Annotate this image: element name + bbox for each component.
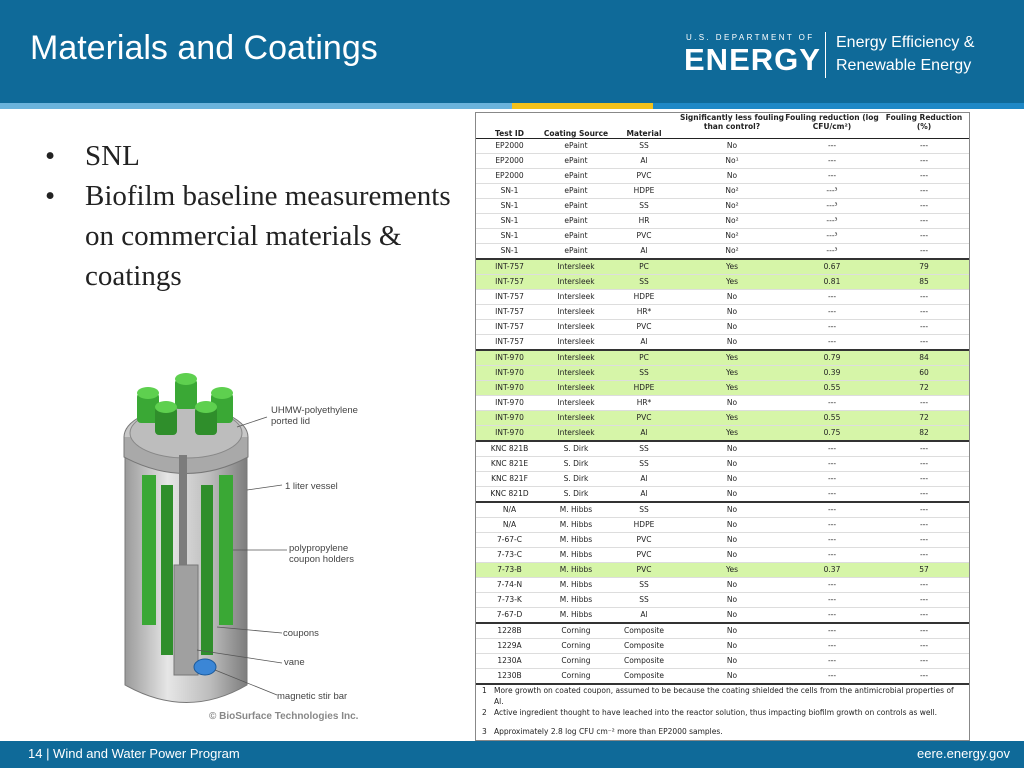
table-cell: Yes	[679, 275, 785, 290]
table-cell: ---	[879, 244, 969, 260]
table-cell: SN-1	[476, 214, 543, 229]
figure-label-stir-bar: magnetic stir bar	[277, 691, 348, 702]
page-title: Materials and Coatings	[30, 29, 378, 67]
table-cell: Yes	[679, 350, 785, 366]
table-cell: ---	[785, 290, 879, 305]
table-cell: HDPE	[609, 290, 679, 305]
table-cell: 85	[879, 275, 969, 290]
table-cell: PC	[609, 350, 679, 366]
table-cell: Yes	[679, 366, 785, 381]
table-cell: M. Hibbs	[543, 533, 609, 548]
table-cell: M. Hibbs	[543, 578, 609, 593]
table-cell: ePaint	[543, 154, 609, 169]
table-cell: No	[679, 169, 785, 184]
table-cell: 57	[879, 563, 969, 578]
table-row	[476, 502, 969, 518]
table-cell: 0.55	[785, 411, 879, 426]
table-cell: No	[679, 593, 785, 608]
table-cell: ---	[879, 396, 969, 411]
table-cell: SN-1	[476, 244, 543, 260]
table-cell: 72	[879, 411, 969, 426]
table-cell: ---	[879, 502, 969, 518]
table-cell: 60	[879, 366, 969, 381]
table-cell: HDPE	[609, 184, 679, 199]
table-cell: 7-73-K	[476, 593, 543, 608]
figure-label-coupon-holders: polypropylene coupon holders	[289, 543, 354, 565]
table-cell: No²	[679, 244, 785, 260]
table-row	[476, 290, 969, 305]
table-cell: ---	[879, 487, 969, 503]
table-cell: M. Hibbs	[543, 518, 609, 533]
table-cell: No	[679, 518, 785, 533]
table-cell: Al	[609, 487, 679, 503]
table-cell: Al	[609, 426, 679, 442]
table-cell: ---	[879, 669, 969, 685]
table-cell: S. Dirk	[543, 472, 609, 487]
figure-label-vane: vane	[284, 657, 305, 668]
table-cell: SS	[609, 578, 679, 593]
logo-divider	[825, 32, 826, 78]
table-cell: KNC 821B	[476, 441, 543, 457]
table-cell: ---	[879, 139, 969, 154]
table-cell: M. Hibbs	[543, 548, 609, 563]
table-cell: ---	[785, 169, 879, 184]
table-row	[476, 305, 969, 320]
table-row	[476, 426, 969, 442]
table-cell: HR	[609, 214, 679, 229]
figure-copyright: © BioSurface Technologies Inc.	[209, 711, 359, 722]
table-cell: No	[679, 502, 785, 518]
table-cell: Intersleek	[543, 335, 609, 351]
table-cell: 1229A	[476, 639, 543, 654]
footnote: 1 More growth on coated coupon, assumed to be because the coating shielded the cells from the antimicrobial properties of Al.	[482, 686, 954, 706]
table-row	[476, 366, 969, 381]
table-cell: HR*	[609, 396, 679, 411]
table-cell: S. Dirk	[543, 457, 609, 472]
footer-url: eere.energy.gov	[917, 746, 1010, 761]
table-cell: M. Hibbs	[543, 593, 609, 608]
table-cell: 7-67-D	[476, 608, 543, 624]
accent-bar-light	[0, 103, 512, 109]
table-cell: 0.79	[785, 350, 879, 366]
table-cell: PVC	[609, 169, 679, 184]
table-cell: ---	[879, 199, 969, 214]
table-cell: No²	[679, 184, 785, 199]
table-cell: 1230B	[476, 669, 543, 685]
table-row	[476, 139, 969, 154]
table-cell: Corning	[543, 623, 609, 639]
table-cell: No	[679, 548, 785, 563]
table-cell: ePaint	[543, 244, 609, 260]
table-cell: ---	[879, 290, 969, 305]
table-cell: Composite	[609, 654, 679, 669]
table-cell: Intersleek	[543, 381, 609, 396]
table-cell: ---	[785, 518, 879, 533]
table-cell: ---	[785, 593, 879, 608]
eere-line-2: Renewable Energy	[836, 57, 972, 74]
table-cell: Yes	[679, 426, 785, 442]
table-cell: Intersleek	[543, 320, 609, 335]
table-cell: No	[679, 608, 785, 624]
table-cell: Intersleek	[543, 426, 609, 442]
table-cell: ---	[785, 487, 879, 503]
table-cell: Intersleek	[543, 350, 609, 366]
table-cell: ---	[785, 139, 879, 154]
table-cell: 1230A	[476, 654, 543, 669]
reactor-diagram	[97, 365, 365, 733]
table-cell: No	[679, 472, 785, 487]
table-cell: SN-1	[476, 184, 543, 199]
table-cell: ---	[785, 548, 879, 563]
header-bar	[0, 0, 1024, 103]
table-cell: ---	[879, 305, 969, 320]
bullet-item	[25, 176, 465, 296]
table-cell: M. Hibbs	[543, 608, 609, 624]
table-cell: No	[679, 441, 785, 457]
table-cell: KNC 821F	[476, 472, 543, 487]
table-cell: 7-67-C	[476, 533, 543, 548]
table-cell: ---	[879, 608, 969, 624]
table-cell: INT-970	[476, 426, 543, 442]
table-cell: 84	[879, 350, 969, 366]
table-cell: ---	[785, 396, 879, 411]
table-cell: ---³	[785, 184, 879, 199]
table-cell: ---	[879, 639, 969, 654]
table-cell: SS	[609, 275, 679, 290]
column-header: Fouling Reduction (%)	[879, 113, 969, 139]
table-cell: No	[679, 139, 785, 154]
table-row	[476, 623, 969, 639]
table-cell: ---	[785, 533, 879, 548]
table-cell: Intersleek	[543, 275, 609, 290]
table-cell: Intersleek	[543, 259, 609, 275]
table-cell: INT-757	[476, 275, 543, 290]
table-cell: 0.75	[785, 426, 879, 442]
table-row	[476, 275, 969, 290]
table-cell: ---	[879, 654, 969, 669]
table-cell: INT-970	[476, 350, 543, 366]
table-cell: ---	[879, 548, 969, 563]
table-cell: ePaint	[543, 184, 609, 199]
table-cell: Composite	[609, 639, 679, 654]
table-row	[476, 669, 969, 685]
eere-line-1: Energy Efficiency &	[836, 34, 975, 51]
table-row	[476, 472, 969, 487]
table-cell: No	[679, 320, 785, 335]
table-cell: Al	[609, 244, 679, 260]
table-cell: N/A	[476, 502, 543, 518]
table-cell: ---	[785, 457, 879, 472]
table-cell: 72	[879, 381, 969, 396]
table-cell: SN-1	[476, 229, 543, 244]
table-cell: INT-757	[476, 259, 543, 275]
table-row	[476, 457, 969, 472]
table-cell: 1228B	[476, 623, 543, 639]
table-cell: Corning	[543, 654, 609, 669]
table-cell: 0.81	[785, 275, 879, 290]
table-cell: Yes	[679, 381, 785, 396]
table-cell: No²	[679, 214, 785, 229]
table-cell: ---³	[785, 199, 879, 214]
table-cell: ---	[785, 472, 879, 487]
table-cell: Al	[609, 472, 679, 487]
table-cell: EP2000	[476, 139, 543, 154]
bullet-list	[45, 136, 465, 296]
table-footnotes	[482, 685, 962, 737]
table-cell: No	[679, 654, 785, 669]
table-row	[476, 259, 969, 275]
table-cell: 0.55	[785, 381, 879, 396]
table-cell: No	[679, 623, 785, 639]
table-cell: ---	[785, 578, 879, 593]
table-cell: S. Dirk	[543, 441, 609, 457]
table-row	[476, 441, 969, 457]
column-header: Significantly less fouling than control?	[679, 113, 785, 139]
column-header: Material	[609, 113, 679, 139]
table-cell: ePaint	[543, 229, 609, 244]
table-cell: Intersleek	[543, 305, 609, 320]
table-cell: Corning	[543, 669, 609, 685]
table-cell: Yes	[679, 563, 785, 578]
table-cell: ---	[785, 669, 879, 685]
footnote: 2 Active ingredient thought to have leached into the reactor solution, thus impacting biofilm growth on controls as well.	[482, 708, 938, 717]
table-cell: No	[679, 396, 785, 411]
column-header: Coating Source	[543, 113, 609, 139]
table-cell: ---	[879, 457, 969, 472]
table-cell: SS	[609, 457, 679, 472]
footer-program: 14 | Wind and Water Power Program	[28, 746, 240, 761]
table-row	[476, 578, 969, 593]
bullet-item	[45, 136, 465, 176]
table-row	[476, 199, 969, 214]
table-cell: ---	[879, 533, 969, 548]
table-cell: No	[679, 533, 785, 548]
table-cell: EP2000	[476, 154, 543, 169]
table-row	[476, 214, 969, 229]
accent-bar-blue	[653, 103, 1024, 109]
table-row	[476, 563, 969, 578]
table-cell: INT-757	[476, 305, 543, 320]
table-cell: EP2000	[476, 169, 543, 184]
table-cell: No¹	[679, 154, 785, 169]
table-row	[476, 381, 969, 396]
table-row	[476, 533, 969, 548]
table-cell: Yes	[679, 259, 785, 275]
table-cell: PVC	[609, 320, 679, 335]
table-cell: ---	[879, 320, 969, 335]
table-row	[476, 608, 969, 624]
table-cell: ---	[785, 320, 879, 335]
doe-logo: ENERGY	[684, 42, 821, 77]
doe-logo-subtitle: U.S. DEPARTMENT OF	[686, 33, 815, 42]
table-row	[476, 487, 969, 503]
table-cell: HR*	[609, 305, 679, 320]
table-cell: ---	[785, 154, 879, 169]
table-row	[476, 244, 969, 260]
table-cell: INT-970	[476, 396, 543, 411]
table-cell: ePaint	[543, 199, 609, 214]
table-row	[476, 396, 969, 411]
table-cell: Corning	[543, 639, 609, 654]
figure-label-coupons: coupons	[283, 628, 319, 639]
table-cell: No	[679, 669, 785, 685]
column-header: Fouling reduction (log CFU/cm²)	[785, 113, 879, 139]
table-row	[476, 548, 969, 563]
table-row	[476, 169, 969, 184]
table-cell: ---	[879, 441, 969, 457]
table-cell: ---	[785, 335, 879, 351]
table-cell: Intersleek	[543, 366, 609, 381]
table-row	[476, 350, 969, 366]
table-cell: PC	[609, 259, 679, 275]
table-cell: ---³	[785, 229, 879, 244]
bullet-text: Biofilm baseline measurements on commercial materials & coatings	[85, 180, 451, 292]
table-cell: ---	[879, 154, 969, 169]
table-cell: SS	[609, 593, 679, 608]
table-row	[476, 335, 969, 351]
table-cell: No	[679, 290, 785, 305]
table-cell: No	[679, 639, 785, 654]
figure-label-vessel: 1 liter vessel	[285, 481, 338, 492]
table-cell: PVC	[609, 411, 679, 426]
table-row	[476, 411, 969, 426]
table-cell: No	[679, 578, 785, 593]
table-cell: SS	[609, 199, 679, 214]
table-cell: 7-73-C	[476, 548, 543, 563]
table-cell: ---	[879, 518, 969, 533]
table-cell: Al	[609, 335, 679, 351]
fouling-results-table	[475, 112, 970, 741]
accent-bar-yellow	[512, 103, 653, 109]
table-header-row	[476, 113, 969, 139]
table-cell: No²	[679, 199, 785, 214]
table-row	[476, 320, 969, 335]
table-cell: ---³	[785, 214, 879, 229]
footer-bar	[0, 741, 1024, 768]
table-cell: INT-970	[476, 411, 543, 426]
table-cell: 0.67	[785, 259, 879, 275]
table-cell: SS	[609, 502, 679, 518]
table-row	[476, 654, 969, 669]
table-cell: ---	[785, 441, 879, 457]
table-cell: ---	[785, 639, 879, 654]
bullet-dot: •	[45, 140, 56, 172]
table-row	[476, 184, 969, 199]
table-cell: ---	[879, 229, 969, 244]
table-cell: Composite	[609, 623, 679, 639]
table-cell: HDPE	[609, 381, 679, 396]
table-cell: 7-74-N	[476, 578, 543, 593]
table-cell: ---	[785, 502, 879, 518]
table-cell: ---	[879, 335, 969, 351]
table-cell: ---	[785, 305, 879, 320]
table-cell: No	[679, 335, 785, 351]
table-cell: ---	[879, 169, 969, 184]
table-cell: Intersleek	[543, 411, 609, 426]
table-cell: No	[679, 487, 785, 503]
table-cell: S. Dirk	[543, 487, 609, 503]
table-cell: Al	[609, 608, 679, 624]
table-cell: M. Hibbs	[543, 502, 609, 518]
table-cell: ---	[879, 214, 969, 229]
figure-label-lid: UHMW-polyethylene ported lid	[271, 405, 358, 427]
table-cell: 7-73-B	[476, 563, 543, 578]
table-cell: SS	[609, 139, 679, 154]
table-row	[476, 593, 969, 608]
table-cell: No	[679, 457, 785, 472]
table-cell: 79	[879, 259, 969, 275]
table-body	[476, 139, 969, 685]
table-cell: ---	[879, 184, 969, 199]
table-cell: PVC	[609, 563, 679, 578]
table-row	[476, 154, 969, 169]
table-cell: ---	[879, 593, 969, 608]
table-cell: 0.37	[785, 563, 879, 578]
table-cell: PVC	[609, 548, 679, 563]
table-row	[476, 518, 969, 533]
table-cell: No²	[679, 229, 785, 244]
table-cell: N/A	[476, 518, 543, 533]
table-row	[476, 639, 969, 654]
table-cell: PVC	[609, 533, 679, 548]
table-cell: M. Hibbs	[543, 563, 609, 578]
column-header: Test ID	[476, 113, 543, 139]
bullet-text: SNL	[85, 140, 140, 172]
table-cell: ePaint	[543, 169, 609, 184]
table-cell: ---	[879, 623, 969, 639]
table-cell: SS	[609, 441, 679, 457]
table-cell: ---	[879, 578, 969, 593]
table-cell: 82	[879, 426, 969, 442]
table-cell: SN-1	[476, 199, 543, 214]
table-cell: ---	[785, 608, 879, 624]
table-cell: KNC 821E	[476, 457, 543, 472]
table-cell: KNC 821D	[476, 487, 543, 503]
table-cell: INT-757	[476, 320, 543, 335]
table-cell: Intersleek	[543, 290, 609, 305]
table-cell: Al	[609, 154, 679, 169]
table-cell: ---	[785, 654, 879, 669]
table-cell: Composite	[609, 669, 679, 685]
table-cell: Yes	[679, 411, 785, 426]
table-cell: INT-970	[476, 366, 543, 381]
table-row	[476, 229, 969, 244]
table-cell: 0.39	[785, 366, 879, 381]
table-cell: INT-757	[476, 335, 543, 351]
results-table	[476, 113, 969, 685]
table-cell: ---³	[785, 244, 879, 260]
table-cell: ePaint	[543, 139, 609, 154]
table-cell: PVC	[609, 229, 679, 244]
table-cell: SS	[609, 366, 679, 381]
footnote: 3 Approximately 2.8 log CFU cm⁻² more than EP2000 samples.	[482, 727, 723, 736]
table-cell: ePaint	[543, 214, 609, 229]
table-cell: ---	[879, 472, 969, 487]
table-cell: INT-970	[476, 381, 543, 396]
table-cell: No	[679, 305, 785, 320]
table-cell: INT-757	[476, 290, 543, 305]
table-cell: ---	[785, 623, 879, 639]
bullet-dot: •	[45, 180, 56, 212]
table-cell: HDPE	[609, 518, 679, 533]
table-cell: Intersleek	[543, 396, 609, 411]
